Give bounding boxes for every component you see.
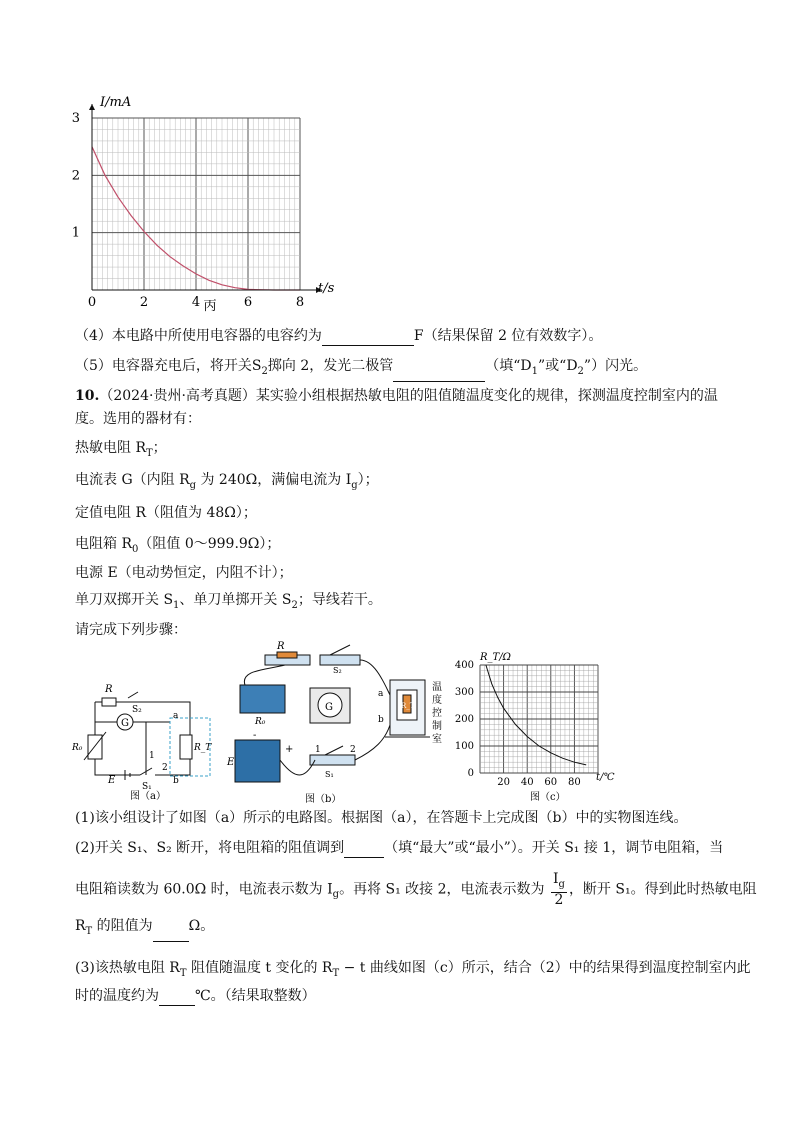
svg-text:E: E bbox=[108, 775, 116, 786]
figure-c-xticks bbox=[497, 777, 581, 788]
graph-bing-caption: 丙 bbox=[203, 299, 217, 314]
answer-blank-step2-resistance[interactable] bbox=[153, 925, 189, 942]
question-10-line2: 度。选用的器材有： bbox=[75, 411, 201, 427]
graph-bing-yticks bbox=[72, 111, 80, 241]
y-tick-label: 1 bbox=[71, 225, 80, 241]
step-1: (1)该小组设计了如图（a）所示的电路图。根据图（a），在答题卡上完成图（b）中的实物图连线。 bbox=[75, 810, 688, 826]
equipment-2: 定值电阻 R（阻值为 48Ω）； bbox=[75, 505, 257, 521]
step-3-line1: (3)该热敏电阻 $R_T$ 阻值随温度 t 变化的 $R_T - t$ 曲线如图（c）所示，结合（2）中的结果得到温度控制室内此 bbox=[75, 960, 751, 979]
figure-c-caption: 图（c） bbox=[530, 792, 566, 803]
svg-text:R: R bbox=[277, 641, 285, 652]
svg-text:S₂: S₂ bbox=[132, 705, 142, 715]
step-2-line3: $R_T$ 的阻值为 Ω。 bbox=[75, 916, 214, 942]
svg-text:R₀: R₀ bbox=[255, 717, 266, 727]
y-axis-arrow bbox=[89, 104, 95, 110]
answer-blank-q4[interactable] bbox=[322, 329, 414, 346]
y-tick-label: 0 bbox=[467, 768, 474, 779]
figure-a-caption: 图（a） bbox=[130, 791, 166, 800]
x-tick-label: 8 bbox=[295, 295, 305, 310]
svg-text:+: + bbox=[285, 744, 294, 755]
svg-text:G: G bbox=[325, 702, 333, 713]
svg-text:1: 1 bbox=[149, 751, 155, 761]
equipment-4: 电源 E（电动势恒定，内阻不计）； bbox=[75, 565, 293, 581]
figure-c-curve bbox=[486, 665, 586, 765]
svg-text:S₂: S₂ bbox=[333, 666, 342, 675]
x-tick-label: 20 bbox=[497, 777, 510, 788]
equipment-0: 热敏电阻 $R_T$； bbox=[75, 440, 167, 459]
equipment-1: 电流表 G（内阻 $R_g$ 为 240Ω，满偏电流为 $I_g$）； bbox=[75, 472, 379, 491]
svg-text:G: G bbox=[121, 718, 129, 729]
y-tick-label: 3 bbox=[71, 111, 80, 126]
question-4: （4）本电路中所使用电容器的电容约为 F（结果保留 2 位有效数字）。 bbox=[75, 328, 603, 344]
step-2-line1: (2)开关 S₁、S₂ 断开，将电阻箱的阻值调到 （填“最大”或“最小”）。开关 S₁ 接 1，调节电阻箱，当 bbox=[75, 840, 724, 856]
y-tick-label: 400 bbox=[454, 660, 474, 671]
step-3-line2: 时的温度约为 ℃。（结果取整数） bbox=[75, 988, 316, 1004]
svg-text:t/℃: t/℃ bbox=[596, 772, 615, 783]
svg-text:2: 2 bbox=[162, 763, 168, 773]
graph-bing bbox=[60, 90, 360, 315]
figure-c-grid bbox=[480, 665, 598, 773]
svg-text:R: R bbox=[105, 684, 113, 695]
svg-text:2: 2 bbox=[350, 745, 356, 755]
fraction-ig-over-2: $\frac{I_g}{2}$ bbox=[553, 871, 565, 908]
figure-c-graph bbox=[450, 650, 625, 810]
steps-intro: 请完成下列步骤： bbox=[75, 622, 187, 638]
graph-bing-xlabel: t/s bbox=[318, 281, 335, 296]
svg-text:R₀: R₀ bbox=[72, 743, 83, 753]
x-tick-label: 40 bbox=[520, 777, 534, 788]
svg-text:S₁: S₁ bbox=[325, 770, 334, 779]
figure-b-caption: 图（b） bbox=[305, 794, 342, 805]
y-tick-label: 2 bbox=[71, 168, 80, 184]
equipment-3: 电阻箱 $R_0$（阻值 0～999.9Ω）； bbox=[75, 536, 281, 555]
x-tick-label: 60 bbox=[544, 777, 558, 788]
equipment-5: 单刀双掷开关 $S_1$、单刀单掷开关 $S_2$；导线若干。 bbox=[75, 592, 382, 611]
svg-text:R_T/Ω: R_T/Ω bbox=[480, 652, 511, 663]
svg-text:E: E bbox=[227, 757, 235, 768]
x-tick-label: 4 bbox=[191, 295, 201, 310]
y-tick-label: 200 bbox=[454, 714, 474, 725]
figure-a-circuit bbox=[70, 680, 220, 800]
x-tick-label: 80 bbox=[568, 777, 581, 788]
x-tick-label: 2 bbox=[139, 295, 149, 310]
svg-text:1: 1 bbox=[315, 745, 321, 755]
svg-text:-: - bbox=[253, 730, 257, 741]
answer-blank-q5[interactable] bbox=[393, 365, 485, 382]
svg-text:b: b bbox=[378, 715, 384, 725]
svg-text:S₁: S₁ bbox=[142, 782, 152, 792]
figure-b-apparatus bbox=[225, 640, 450, 805]
y-tick-label: 300 bbox=[454, 687, 474, 698]
question-10-line1: 10.（2024·贵州·高考真题）某实验小组根据热敏电阻的阻值随温度变化的规律，探测温度控制室内的温 bbox=[75, 388, 718, 404]
y-tick-label: 100 bbox=[454, 741, 474, 752]
svg-text:R_T: R_T bbox=[401, 702, 415, 710]
figure-c-yticks bbox=[455, 660, 474, 779]
question-5: （5）电容器充电后，将开关$S_2$掷向 2，发光二极管 （填“$D_1$”或“$D_2$”）闪光。 bbox=[75, 356, 647, 382]
graph-bing-ylabel: I/mA bbox=[100, 95, 132, 110]
svg-text:b: b bbox=[173, 776, 179, 786]
x-tick-label: 6 bbox=[243, 295, 253, 310]
svg-text:a: a bbox=[378, 689, 384, 699]
step-2-line2: 电阻箱读数为 60.0Ω 时，电流表示数为 $I_g$。再将 S₁ 改接 2，电流表示数为 $\frac{I_g}{2}$ ，断开 S₁。得到此时热敏电阻 bbox=[75, 871, 757, 908]
svg-text:R_T: R_T bbox=[194, 743, 212, 753]
svg-text:a: a bbox=[173, 711, 179, 721]
temperature-room-label: 温度控制室 bbox=[432, 682, 442, 745]
graph-bing-xticks bbox=[88, 295, 304, 310]
answer-blank-step2-setting[interactable] bbox=[344, 841, 384, 858]
x-tick-label: 0 bbox=[87, 295, 97, 310]
answer-blank-step3-temperature[interactable] bbox=[159, 989, 195, 1006]
